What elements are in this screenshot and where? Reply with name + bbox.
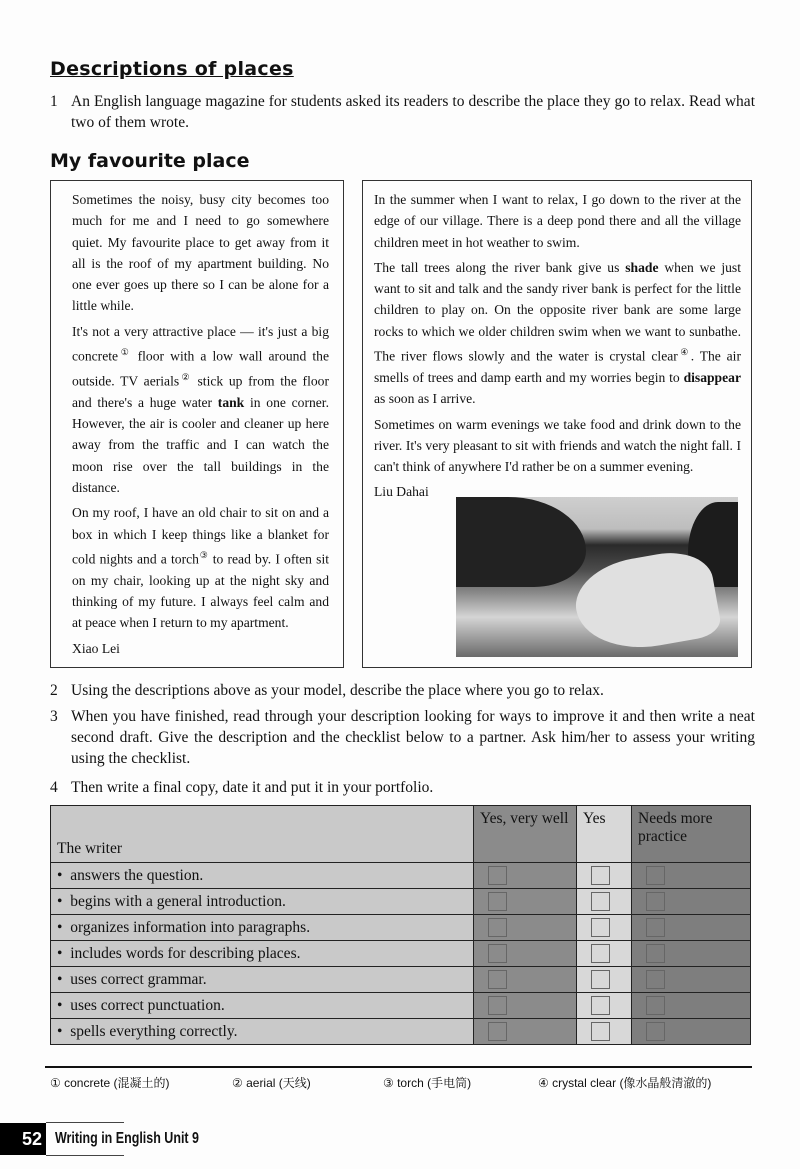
checkbox-yes[interactable] (591, 918, 610, 937)
checkbox-cell (577, 1019, 632, 1045)
running-title: Writing in English Unit 9 (55, 1130, 199, 1147)
text: The tall trees along the river bank give us (374, 259, 626, 275)
question-4 (50, 777, 755, 798)
checkbox-needs-more-practice[interactable] (646, 970, 665, 989)
text: to read by. I often sit on my chair, looking up at the night sky and thinking of my future. I always feel calm and at peace when I return to my apartment. (72, 551, 329, 631)
text: floor with a low wall around the outside. TV aerials (72, 348, 329, 389)
checkbox-cell (577, 889, 632, 915)
checkbox-cell (632, 967, 751, 993)
criterion-text: spells everything correctly. (70, 1022, 238, 1040)
paragraph: Sometimes on warm evenings we take food and drink down to the river. It's very pleasant to sit with friends and watch the night fall. I can't think of anywhere I'd rather be on a summer evening. (374, 416, 741, 475)
checkbox-cell (577, 993, 632, 1019)
checkbox-needs-more-practice[interactable] (646, 996, 665, 1015)
checkbox-cell (474, 1019, 577, 1045)
question-text: Using the descriptions above as your model, describe the place where you go to relax. (71, 682, 604, 699)
text: It's not a very attractive place — it's just a big concrete (72, 323, 329, 364)
footnote: ③ torch (手电筒) (383, 1076, 472, 1090)
question-2 (50, 680, 755, 701)
checkbox-cell (474, 915, 577, 941)
paragraph: Sometimes the noisy, busy city becomes too much for me and I need to go somewhere quiet. My favourite place to get away from it all is the roof of my apartment building. No one ever goes up there so I can be alone for a little while. (72, 192, 329, 314)
criterion: • uses correct grammar. (51, 967, 474, 993)
paragraph: In the summer when I want to relax, I go down to the river at the edge of our village. There is a deep pond there and all the village children meet in hot weather to swim. (374, 192, 741, 250)
column-header: Yes, very well (474, 806, 577, 863)
text: . The air smells of trees and damp earth and my worries begin to (374, 348, 741, 385)
section-heading: Descriptions of places (50, 58, 294, 80)
criterion: • spells everything correctly. (51, 1019, 474, 1045)
checkbox-cell (577, 863, 632, 889)
bold-word: tank (217, 394, 245, 410)
checkbox-yes-very-well[interactable] (488, 970, 507, 989)
question-1 (50, 91, 755, 133)
table-row (51, 889, 751, 915)
checkbox-needs-more-practice[interactable] (646, 866, 665, 885)
column-header: Needs more practice (632, 806, 751, 863)
checkbox-cell (632, 1019, 751, 1045)
bold-word: shade (625, 259, 659, 275)
footnote-mark: ① (118, 347, 132, 358)
checkbox-needs-more-practice[interactable] (646, 892, 665, 911)
footnote-mark: ④ (677, 347, 691, 358)
question-3 (50, 706, 755, 769)
question-number: 2 (50, 682, 58, 699)
question-number: 1 (50, 93, 58, 110)
checkbox-cell (474, 863, 577, 889)
paragraph (72, 321, 329, 498)
text: as soon as I arrive. (374, 391, 476, 407)
checkbox-yes[interactable] (591, 970, 610, 989)
column-header: Yes (577, 806, 632, 863)
footnote: ① concrete (混凝土的) (50, 1076, 170, 1090)
table-row (51, 993, 751, 1019)
table-row (51, 1019, 751, 1045)
bold-word: disappear (683, 369, 741, 385)
checkbox-needs-more-practice[interactable] (646, 918, 665, 937)
checkbox-yes-very-well[interactable] (488, 892, 507, 911)
checklist-table (50, 805, 751, 1045)
criterion: • uses correct punctuation. (51, 993, 474, 1019)
checkbox-cell (474, 993, 577, 1019)
subheading: My favourite place (50, 150, 250, 172)
checkbox-yes[interactable] (591, 1022, 610, 1041)
river (569, 546, 723, 659)
checkbox-yes-very-well[interactable] (488, 866, 507, 885)
checkbox-yes[interactable] (591, 892, 610, 911)
text-box-xiao-lei (50, 180, 344, 668)
table-row (51, 967, 751, 993)
checkbox-cell (632, 863, 751, 889)
text: On my roof, I have an old chair to sit on and a box in which I keep things like a blanket for cold nights and a torch (72, 505, 329, 567)
checkbox-yes-very-well[interactable] (488, 944, 507, 963)
criterion-text: includes words for describing places. (70, 944, 301, 962)
checkbox-cell (474, 941, 577, 967)
divider (46, 1155, 124, 1156)
text: when we just want to sit and talk and the sandy river bank is perfect for the little children to play on. On the opposite river bank are some large rocks to which we older children swim when we want to sunbathe. The river flows slowly and the water is crystal clear (374, 259, 741, 364)
text-box-liu-dahai (362, 180, 752, 668)
question-number: 3 (50, 708, 58, 725)
footnote-mark: ② (179, 371, 192, 382)
criterion-text: uses correct punctuation. (70, 996, 225, 1014)
checkbox-cell (474, 889, 577, 915)
checkbox-cell (632, 889, 751, 915)
footnote: ② aerial (天线) (232, 1076, 311, 1090)
paragraph (374, 257, 741, 410)
river-photo (456, 497, 738, 657)
criterion: • begins with a general introduction. (51, 889, 474, 915)
checkbox-needs-more-practice[interactable] (646, 944, 665, 963)
table-row (51, 941, 751, 967)
criterion-text: answers the question. (70, 866, 204, 884)
question-text: Then write a final copy, date it and put it in your portfolio. (71, 779, 434, 796)
checkbox-yes-very-well[interactable] (488, 996, 507, 1015)
criterion-text: organizes information into paragraphs. (70, 918, 311, 936)
question-number: 4 (50, 779, 58, 796)
criterion: • organizes information into paragraphs. (51, 915, 474, 941)
divider (45, 1066, 752, 1068)
text: stick up from the floor and there's a huge water (72, 373, 329, 410)
column-header: The writer (51, 806, 474, 863)
table-header-row (51, 806, 751, 863)
checkbox-cell (474, 967, 577, 993)
criterion-text: begins with a general introduction. (70, 892, 286, 910)
author: Xiao Lei (72, 640, 120, 656)
footnote-mark: ③ (198, 549, 209, 560)
author: Liu Dahai (374, 484, 429, 500)
checkbox-cell (632, 915, 751, 941)
question-text: An English language magazine for students asked its readers to describe the place they go to relax. Read what two of them wrote. (71, 93, 755, 131)
criterion-text: uses correct grammar. (70, 970, 207, 988)
checkbox-yes-very-well[interactable] (488, 918, 507, 937)
paragraph (72, 502, 329, 633)
checkbox-yes[interactable] (591, 866, 610, 885)
table-row (51, 863, 751, 889)
checkbox-needs-more-practice[interactable] (646, 1022, 665, 1041)
checkbox-cell (577, 915, 632, 941)
criterion: • answers the question. (51, 863, 474, 889)
question-text: When you have finished, read through your description looking for ways to improve it and then write a neat second draft. Give the description and the checklist below to a partner. Ask him/her to assess your writing using the checklist. (71, 708, 755, 767)
checkbox-cell (577, 941, 632, 967)
checkbox-cell (632, 993, 751, 1019)
checkbox-cell (577, 967, 632, 993)
criterion: • includes words for describing places. (51, 941, 474, 967)
footnote: ④ crystal clear (像水晶般清澈的) (538, 1076, 712, 1090)
trees (456, 497, 586, 587)
checkbox-yes[interactable] (591, 996, 610, 1015)
checkbox-yes-very-well[interactable] (488, 1022, 507, 1041)
table-row (51, 915, 751, 941)
text: in one corner. However, the air is cooler and cleaner up here away from the traffic and I can watch the moon rise over the tall buildings in the distance. (72, 394, 329, 495)
checkbox-cell (632, 941, 751, 967)
checkbox-yes[interactable] (591, 944, 610, 963)
page-number: 52 (0, 1123, 46, 1155)
